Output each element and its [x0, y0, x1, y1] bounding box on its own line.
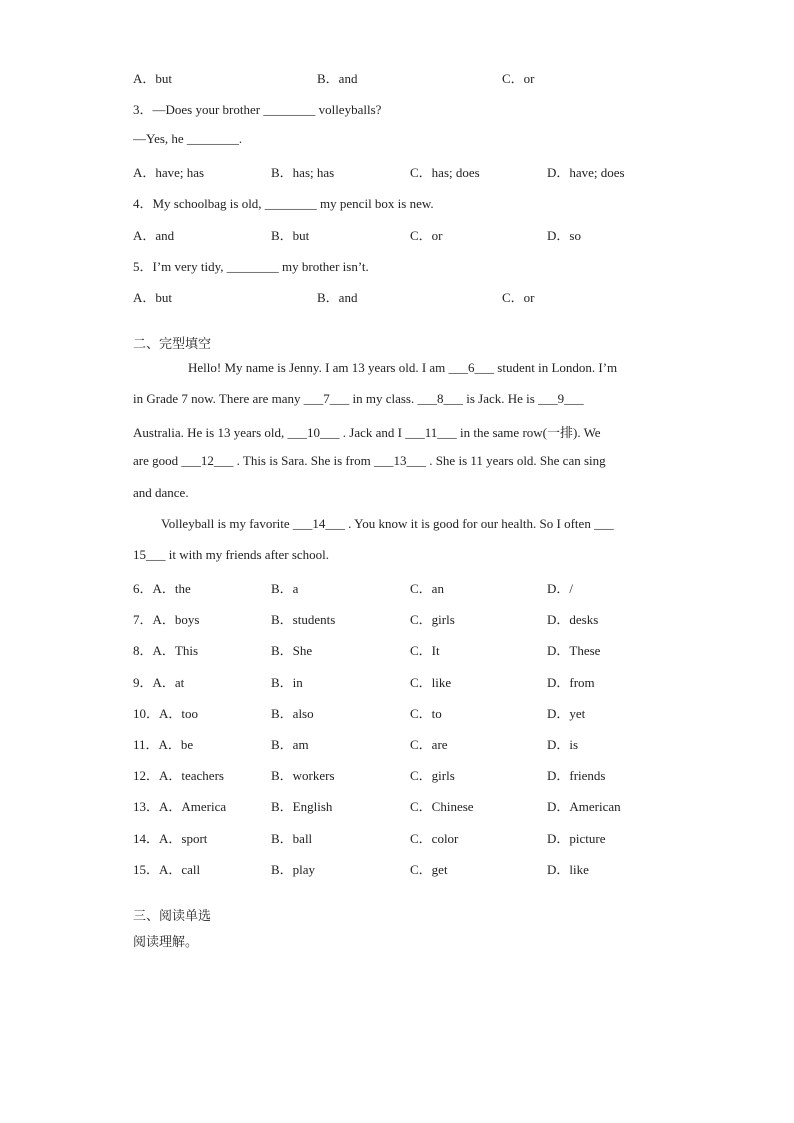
- q3-stem: 3．—Does your brother ________ volleyballs?: [133, 102, 382, 117]
- cloze-q12-option-c: C．girls: [410, 768, 455, 784]
- section-2-heading: 二、完型填空: [133, 337, 212, 352]
- cloze-q11-option-c: C．are: [410, 737, 448, 752]
- cloze-q9-option-d: D．from: [547, 674, 595, 690]
- cloze-q9-option-a: 9．A．at: [133, 674, 185, 690]
- q2-option-a: A．but: [133, 71, 173, 86]
- q2-option-c: C．or: [502, 71, 535, 86]
- cloze-q14-option-d: D．picture: [547, 830, 606, 846]
- cloze-para1-line3: Australia. He is 13 years old, ___10___ . Jack and I ___11___ in the same row(一排). We: [133, 425, 601, 440]
- cloze-q15-option-d: D．like: [547, 861, 589, 877]
- cloze-q11-option-b: B．am: [271, 737, 309, 752]
- q4-stem: 4．My schoolbag is old, ________ my pencil box is new.: [133, 196, 434, 211]
- q3-option-d: D．have; does: [547, 165, 625, 180]
- cloze-q14-option-b: B．ball: [271, 830, 313, 846]
- cloze-para1-line2: in Grade 7 now. There are many ___7___ in my class. ___8___ is Jack. He is ___9___: [133, 391, 584, 406]
- cloze-q12-option-b: B．workers: [271, 768, 335, 784]
- q3-option-b: B．has; has: [271, 165, 335, 180]
- cloze-para2-line2: 15___ it with my friends after school.: [133, 547, 330, 562]
- q5-option-a: A．but: [133, 290, 173, 305]
- cloze-q14-option-a: 14．A．sport: [133, 830, 208, 846]
- cloze-q7-option-a: 7．A．boys: [133, 612, 200, 628]
- q5-stem: 5．I’m very tidy, ________ my brother isn’t.: [133, 259, 369, 274]
- cloze-q11-option-d: D．is: [547, 737, 579, 752]
- cloze-q10-option-c: C．to: [410, 705, 442, 721]
- q5-option-c: C．or: [502, 290, 535, 305]
- cloze-q8-option-c: C．It: [410, 643, 440, 659]
- q3-option-a: A．have; has: [133, 165, 205, 180]
- section-3-heading: 三、阅读单选: [133, 909, 212, 924]
- q4-option-d: D．so: [547, 228, 581, 243]
- cloze-q14-option-c: C．color: [410, 830, 459, 846]
- cloze-q8-option-a: 8．A．This: [133, 643, 199, 659]
- cloze-q8-option-b: B．She: [271, 643, 313, 659]
- cloze-q8-option-d: D．These: [547, 643, 601, 659]
- cloze-q13-option-d: D．American: [547, 799, 621, 815]
- cloze-q6-option-d: D．/: [547, 581, 574, 596]
- cloze-q6-option-b: B．a: [271, 581, 299, 596]
- cloze-q11-option-a: 11．A．be: [133, 737, 194, 752]
- cloze-q10-option-d: D．yet: [547, 705, 586, 721]
- q5-option-b: B．and: [317, 290, 358, 305]
- cloze-para1-line4: are good ___12___ . This is Sara. She is from ___13___ . She is 11 years old. She can sing: [133, 453, 606, 468]
- cloze-para2-line1: Volleyball is my favorite ___14___ . You know it is good for our health. So I often ___: [161, 516, 614, 531]
- cloze-para1-line5: and dance.: [133, 485, 189, 500]
- q4-option-a: A．and: [133, 228, 175, 243]
- cloze-q12-option-a: 12．A．teachers: [133, 768, 224, 784]
- cloze-q6-option-a: 6．A．the: [133, 581, 191, 596]
- cloze-q13-option-c: C．Chinese: [410, 799, 474, 815]
- q4-option-b: B．but: [271, 228, 310, 243]
- cloze-q15-option-b: B．play: [271, 861, 316, 877]
- cloze-q6-option-c: C．an: [410, 581, 444, 596]
- cloze-q13-option-a: 13．A．America: [133, 799, 227, 815]
- cloze-para1-line1: Hello! My name is Jenny. I am 13 years old. I am ___6___ student in London. I’m: [188, 360, 618, 375]
- q2-option-b: B．and: [317, 71, 358, 86]
- cloze-q7-option-d: D．desks: [547, 612, 599, 628]
- section-3-subheading: 阅读理解。: [133, 935, 199, 950]
- q3-answer: —Yes, he ________.: [133, 131, 243, 146]
- cloze-q7-option-b: B．students: [271, 612, 336, 628]
- cloze-q15-option-a: 15．A．call: [133, 861, 201, 877]
- q4-option-c: C．or: [410, 228, 443, 243]
- cloze-q10-option-b: B．also: [271, 705, 314, 721]
- cloze-q12-option-d: D．friends: [547, 768, 606, 784]
- cloze-q9-option-b: B．in: [271, 674, 303, 690]
- cloze-q15-option-c: C．get: [410, 861, 448, 877]
- q3-option-c: C．has; does: [410, 165, 480, 180]
- cloze-q9-option-c: C．like: [410, 674, 452, 690]
- cloze-q7-option-c: C．girls: [410, 612, 455, 628]
- cloze-q10-option-a: 10．A．too: [133, 705, 199, 721]
- cloze-q13-option-b: B．English: [271, 799, 333, 815]
